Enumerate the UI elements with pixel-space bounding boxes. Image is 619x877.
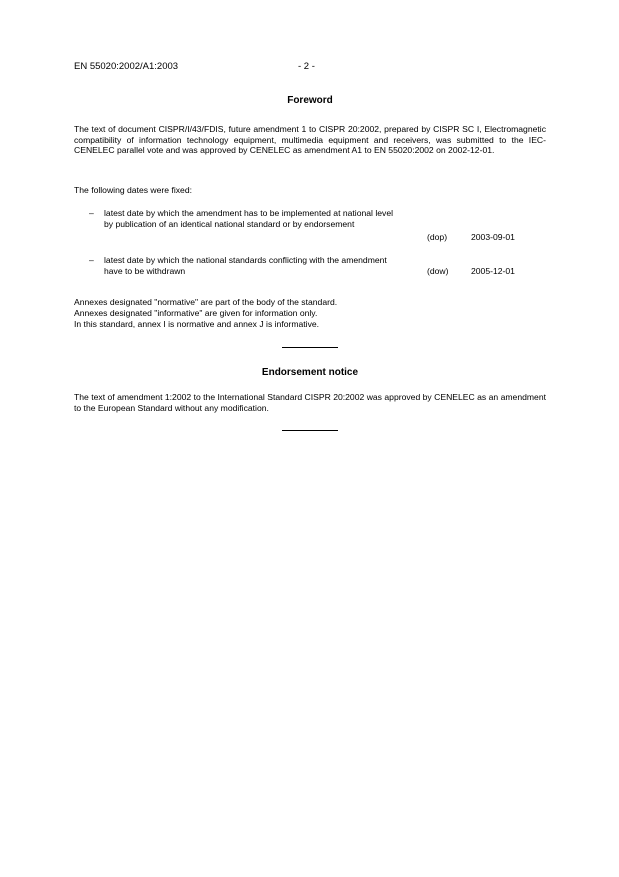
annex-line-informative: Annexes designated "informative" are given for information only.	[74, 308, 318, 318]
date-item-dop-abbr: (dop)	[427, 232, 448, 242]
endorsement-paragraph: The text of amendment 1:2002 to the International Standard CISPR 20:2002 was approved by CENELEC as an amendment to the European Standard without any modification.	[74, 392, 546, 413]
foreword-intro-paragraph: The text of document CISPR/I/43/FDIS, future amendment 1 to CISPR 20:2002, prepared by CISPR SC I, Electromagnetic compatibility of information technology equipment, multimedia equipment and receivers, was submitted to the IEC-CENELEC parallel vote and was approved by CENELEC as amendment A1 to EN 55020:2002 on 2002-12-01.	[74, 124, 546, 156]
section-divider	[282, 347, 338, 348]
date-item-dow-text: latest date by which the national standards conflicting with the amendment have to be withdrawn	[104, 255, 387, 276]
annex-line-designation: In this standard, annex I is normative and annex J is informative.	[74, 319, 320, 329]
endorsement-heading: Endorsement notice	[261, 367, 359, 378]
date-item-dow-abbr: (dow)	[427, 266, 449, 276]
dates-intro: The following dates were fixed:	[74, 185, 192, 195]
date-item-dop-date: 2003-09-01	[471, 232, 515, 242]
date-item-dow-date: 2005-12-01	[471, 266, 515, 276]
annex-line-normative: Annexes designated "normative" are part of the body of the standard.	[74, 297, 338, 307]
page-number: - 2 -	[298, 61, 315, 72]
foreword-heading: Foreword	[287, 95, 333, 106]
list-dash: –	[89, 208, 94, 218]
date-item-dop-text: latest date by which the amendment has to be implemented at national level by publication of an identical national standard or by endorsement	[104, 208, 394, 229]
section-divider	[282, 430, 338, 431]
document-id: EN 55020:2002/A1:2003	[74, 61, 179, 72]
list-dash: –	[89, 255, 94, 265]
